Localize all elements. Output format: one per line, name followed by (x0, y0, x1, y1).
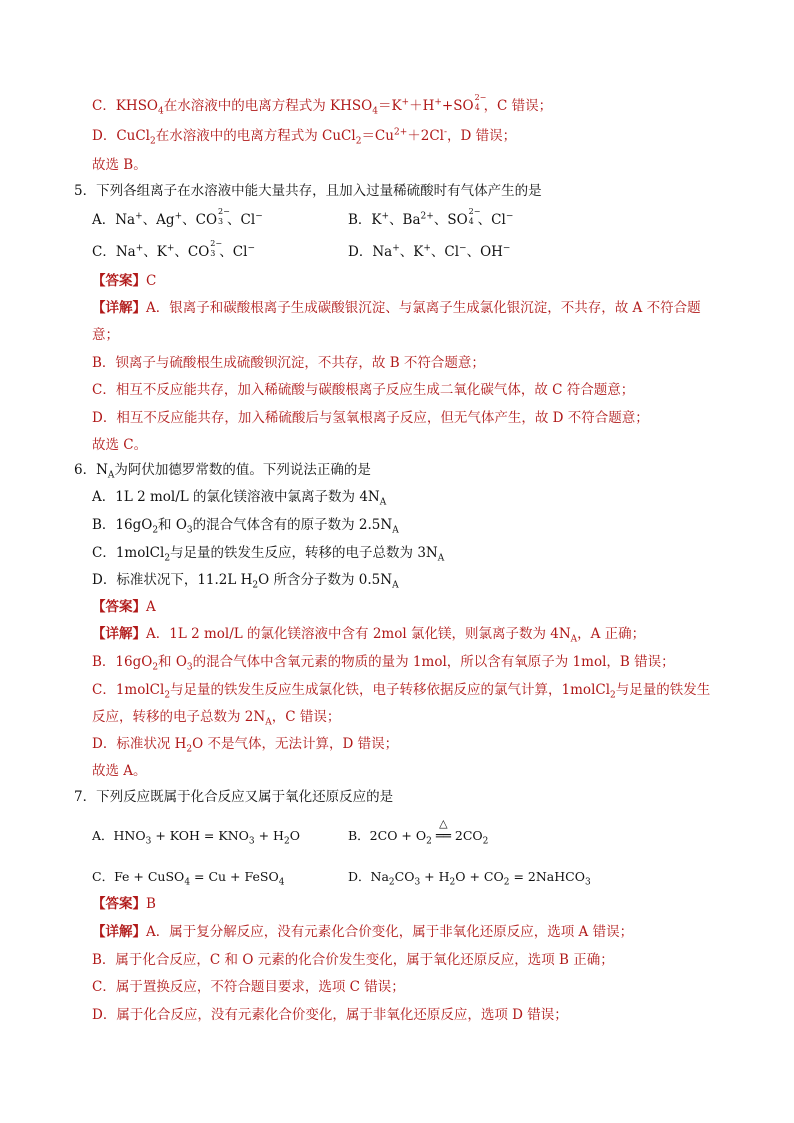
q7-detail-line-1: 【详解】A．属于复分解反应，没有元素化合价变化，属于非氧化还原反应，选项 A 错误； (92, 924, 634, 940)
q7-option-a: A．$HNO_3$ + KOH = $KNO_3 + H_2O$ (92, 828, 300, 847)
q7-answer: 【答案】B (92, 896, 156, 912)
q5-stem: 5．下列各组离子在水溶液中能大量共存，且加入过量稀硫酸时有气体产生的是 (74, 183, 542, 199)
q5-option-d: D．Na+、K+、Cl−、OH− (348, 243, 511, 260)
q7-detail-line-4: D．属于化合反应，没有元素化合价变化，属于非氧化还原反应，选项 D 错误； (92, 1007, 568, 1023)
q5-conclusion: 故选 C。 (92, 437, 148, 453)
q6-detail-line-3: C．1molCl$_2$与足量的铁发生反应生成氯化铁，电子转移依据反应的氯气计算，1molCl$_2$与足量的铁发生 (92, 682, 711, 701)
q7-option-b: B．$2CO + O_2$ △ ══ $2CO_2$ (348, 817, 489, 847)
q5-detail-line-4: C．相互不反应能共存，加入稀硫酸与碳酸根离子反应生成二氧化碳气体，故 C 符合题意； (92, 382, 635, 398)
q6-option-d: D．标准状况下，11.2L $H_2O$ 所含分子数为 $0.5N_A$ (92, 572, 399, 591)
q4-conclusion: 故选 B。 (92, 157, 147, 173)
q5-option-b: B．K+、$Ba^{2+}$、SO 2− 4 、Cl− (348, 207, 514, 228)
q5-option-c: C．Na+、K+、CO 2− 3 、Cl− (92, 239, 255, 260)
q6-option-a: A．1L 2 mol/L 的氯化镁溶液中氯离子数为 $4N_A$ (92, 489, 387, 508)
q5-answer: 【答案】C (92, 273, 157, 289)
q5-detail-line-1: 【详解】A．银离子和碳酸根离子生成碳酸银沉淀、与氯离子生成氯化银沉淀，不共存，故 A 不符合题 (92, 300, 701, 316)
q6-detail-line-5: D．标准状况 $H_2O$ 不是气体，无法计算，D 错误； (92, 736, 399, 755)
q7-detail-line-3: C．属于置换反应，不符合题目要求，选项 C 错误； (92, 979, 405, 995)
q6-answer: 【答案】A (92, 599, 156, 615)
q5-detail-line-2: 意； (92, 327, 119, 343)
q6-option-c: C．1molCl$_2$与足量的铁发生反应，转移的电子总数为 $3N_A$ (92, 545, 445, 564)
q6-detail-line-1: 【详解】A．1L 2 mol/L 的氯化镁溶液中含有 2mol 氯化镁，则氯离子数为 $4N_A$，A 正确； (92, 626, 646, 645)
q6-detail-line-4: 反应，转移的电子总数为 $2N_A$，C 错误； (92, 709, 341, 728)
q7-option-c: C．Fe + CuSO$_4$ = Cu + FeSO$_4$ (92, 869, 285, 888)
q5-detail-line-3: B．钡离子与硫酸根生成硫酸钡沉淀，不共存，故 B 不符合题意； (92, 355, 485, 371)
q6-detail-line-2: B．$16gO_2$和 $O_3$的混合气体中含氧元素的物质的量为 1mol，所以含有氧原子为 1mol，B 错误； (92, 654, 675, 673)
q4-option-c-explanation: C．$KHSO_4$在水溶液中的电离方程式为 $KHSO_4=K^++H^++SO$ 2− 4 ，C 错误； (92, 93, 553, 117)
q5-detail-line-5: D．相互不反应能共存，加入稀硫酸后与氢氧根离子反应，但无气体产生，故 D 不符合题意； (92, 410, 649, 426)
q6-stem: 6．$N_A$为阿伏加德罗常数的值。下列说法正确的是 (74, 462, 371, 481)
q7-stem: 7．下列反应既属于化合反应又属于氧化还原反应的是 (74, 789, 394, 805)
q5-option-a: A．Na+、Ag+、CO 2− 3 、Cl− (92, 207, 263, 228)
q6-option-b: B．$16gO_2$和 $O_3$的混合气体含有的原子数为 $2.5N_A$ (92, 517, 399, 536)
q7-detail-line-2: B．属于化合反应，C 和 O 元素的化合价发生变化，属于氧化还原反应，选项 B 正确； (92, 952, 614, 968)
q7-option-d: D．$Na_2CO_3 + H_2O + CO_2$ = 2NaHCO$_3$ (348, 869, 591, 888)
q4-option-d-explanation: D．CuCl$_2$在水溶液中的电离方程式为 $CuCl_2=Cu^{2+}+2Cl^-$，D 错误； (92, 127, 517, 147)
q6-conclusion: 故选 A。 (92, 763, 147, 779)
